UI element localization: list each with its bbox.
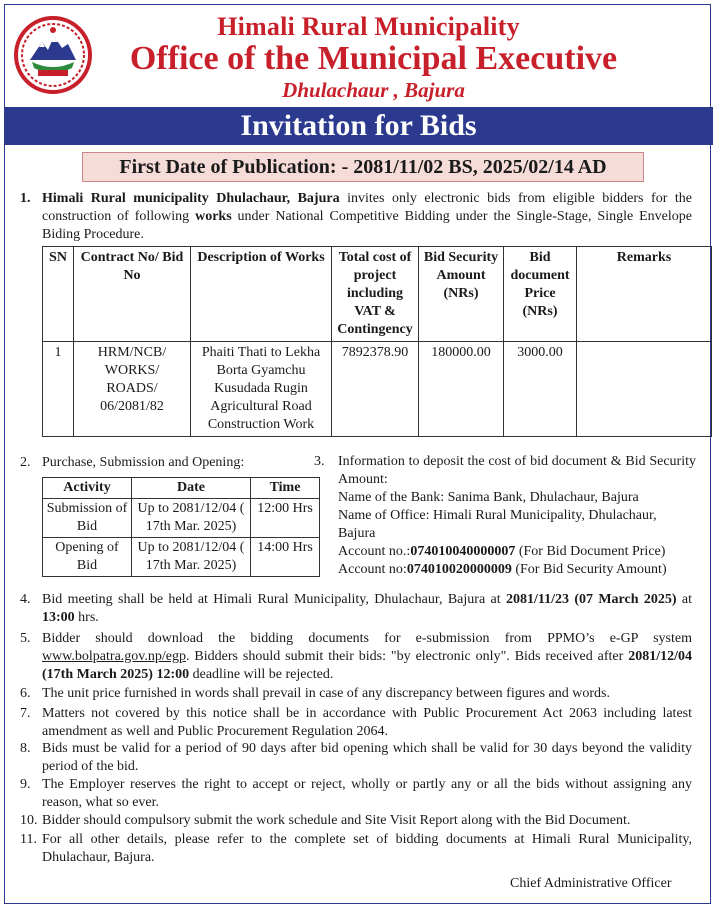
cell-date: Up to 2081/12/04 ( 17th Mar. 2025) <box>132 499 251 538</box>
table-row <box>43 342 712 437</box>
cell-remarks <box>577 342 712 437</box>
item-number: 11. <box>20 832 37 847</box>
header-doc-price: Bid document Price (NRs) <box>504 247 577 342</box>
item-8: Bids must be valid for a period of 90 days after bid opening which shall be valid for 30 days beyond the validity period of the bid. <box>42 741 692 774</box>
item-1-works: works <box>195 209 232 224</box>
account-note: (For Bid Security Amount) <box>511 562 667 577</box>
header-sn: SN <box>43 247 74 342</box>
header-total-cost: Total cost of project including VAT & Contingency <box>332 247 419 342</box>
header-bid-security: Bid Security Amount (NRs) <box>419 247 504 342</box>
header-activity: Activity <box>43 478 132 499</box>
item-1-lead: Himali Rural municipality Dhulachaur, Bajura <box>42 191 340 206</box>
item-number: 9. <box>20 777 31 792</box>
cell-time: 12:00 Hrs <box>251 499 320 538</box>
item-5-d: deadline will be rejected. <box>189 667 334 682</box>
table-row <box>43 499 320 538</box>
cell-contract: HRM/NCB/ WORKS/ ROADS/ 06/2081/82 <box>74 342 191 437</box>
item-7: Matters not covered by this notice shall be in accordance with Public Procurement Act 2063 including latest amendment as well and Public Procurement Regulation 2064. <box>42 706 692 739</box>
header-remarks: Remarks <box>577 247 712 342</box>
account-note: (For Bid Document Price) <box>515 544 666 559</box>
publication-date: First Date of Publication: - 2081/11/02 BS, 2025/02/14 AD <box>82 152 644 182</box>
item-4-a: Bid meeting shall be held at Himali Rural Municipality, Dhulachaur, Bajura at <box>42 592 506 607</box>
cell-activity: Submission of Bid <box>43 499 132 538</box>
page-title: Invitation for Bids <box>4 107 713 145</box>
header-date: Date <box>132 478 251 499</box>
header-description: Description of Works <box>191 247 332 342</box>
item-5-b: . Bidders should submit their bids: "by electronic only". Bids received after <box>186 649 629 664</box>
item-number: 10. <box>20 813 38 828</box>
schedule-header <box>43 478 320 499</box>
account-bid-security <box>338 561 696 579</box>
item-1-text-a: invites only electronic bids from eligible bidders for the construction of following <box>42 191 692 224</box>
item-10: Bidder should compulsory submit the work schedule and Site Visit Report along with the Bid Document. <box>42 813 631 828</box>
header-time: Time <box>251 478 320 499</box>
municipality-name: Himali Rural Municipality <box>217 12 520 41</box>
item-2-text: Purchase, Submission and Opening: <box>42 455 245 470</box>
schedule-table <box>42 477 320 577</box>
account-number: 074010040000007 <box>410 544 516 559</box>
office-name: Office of the Municipal Executive <box>129 40 618 77</box>
item-4-c: at <box>676 592 692 607</box>
cell-bid-security: 180000.00 <box>419 342 504 437</box>
item-6: The unit price furnished in words shall prevail in case of any discrepancy between figures and words. <box>42 686 610 701</box>
office-location: Dhulachaur , Bajura <box>282 78 465 102</box>
signature: Chief Administrative Officer <box>510 876 672 891</box>
item-1-text-b: under National Competitive Bidding under the Single-Stage, Single Envelope Biding Procedure. <box>42 209 693 242</box>
item-4-e: hrs. <box>74 610 99 625</box>
item-9: The Employer reserves the right to accept or reject, wholly or partly any or all the bids without assigning any reason, what so ever. <box>42 777 692 810</box>
egp-link[interactable]: www.bolpatra.gov.np/egp <box>42 649 186 664</box>
cell-activity: Opening of Bid <box>43 538 132 577</box>
item-number: 5. <box>20 631 31 646</box>
item-number: 8. <box>20 741 31 756</box>
item-1 <box>42 190 692 244</box>
item-number: 3. <box>314 454 325 469</box>
cell-date: Up to 2081/12/04 ( 17th Mar. 2025) <box>132 538 251 577</box>
item-5-a: Bidder should download the bidding documents for e-submission from PPMO’s e-GP system <box>42 631 692 646</box>
item-number: 2. <box>20 455 31 470</box>
item-4 <box>42 591 692 627</box>
cell-time: 14:00 Hrs <box>251 538 320 577</box>
header-contract: Contract No/ Bid No <box>74 247 191 342</box>
item-3-intro: Information to deposit the cost of bid document & Bid Security Amount: <box>338 454 696 487</box>
account-number: 074010020000009 <box>406 562 512 577</box>
item-4-date: 2081/11/23 (07 March 2025) <box>505 592 677 607</box>
item-5 <box>42 630 692 684</box>
item-3 <box>314 453 696 579</box>
bid-table-header <box>43 247 712 342</box>
item-number: 7. <box>20 706 31 721</box>
office-account-name: Name of Office: Himali Rural Municipality, Dhulachaur, Bajura <box>338 508 657 541</box>
account-doc-price <box>338 543 696 561</box>
item-4-time: 13:00 <box>42 610 75 625</box>
account-label: Account no: <box>338 562 407 577</box>
cell-doc-price: 3000.00 <box>504 342 577 437</box>
account-label: Account no.: <box>338 544 411 559</box>
bank-name: Name of the Bank: Sanima Bank, Dhulachaur, Bajura <box>338 490 639 505</box>
item-number: 4. <box>20 592 31 607</box>
item-number: 1. <box>20 191 31 206</box>
item-5-deadline: 2081/12/04 (17th March 2025) 12:00 <box>42 649 692 682</box>
cell-total-cost: 7892378.90 <box>332 342 419 437</box>
letterhead <box>0 0 717 110</box>
item-number: 6. <box>20 686 31 701</box>
table-row <box>43 538 320 577</box>
cell-description: Phaiti Thati to Lekha Borta Gyamchu Kusudada Rugin Agricultural Road Construction Work <box>191 342 332 437</box>
item-11: For all other details, please refer to the complete set of bidding documents at Himali Rural Municipality, Dhulachaur, Bajura. <box>42 832 692 865</box>
bid-table <box>42 246 712 437</box>
cell-sn: 1 <box>43 342 74 437</box>
